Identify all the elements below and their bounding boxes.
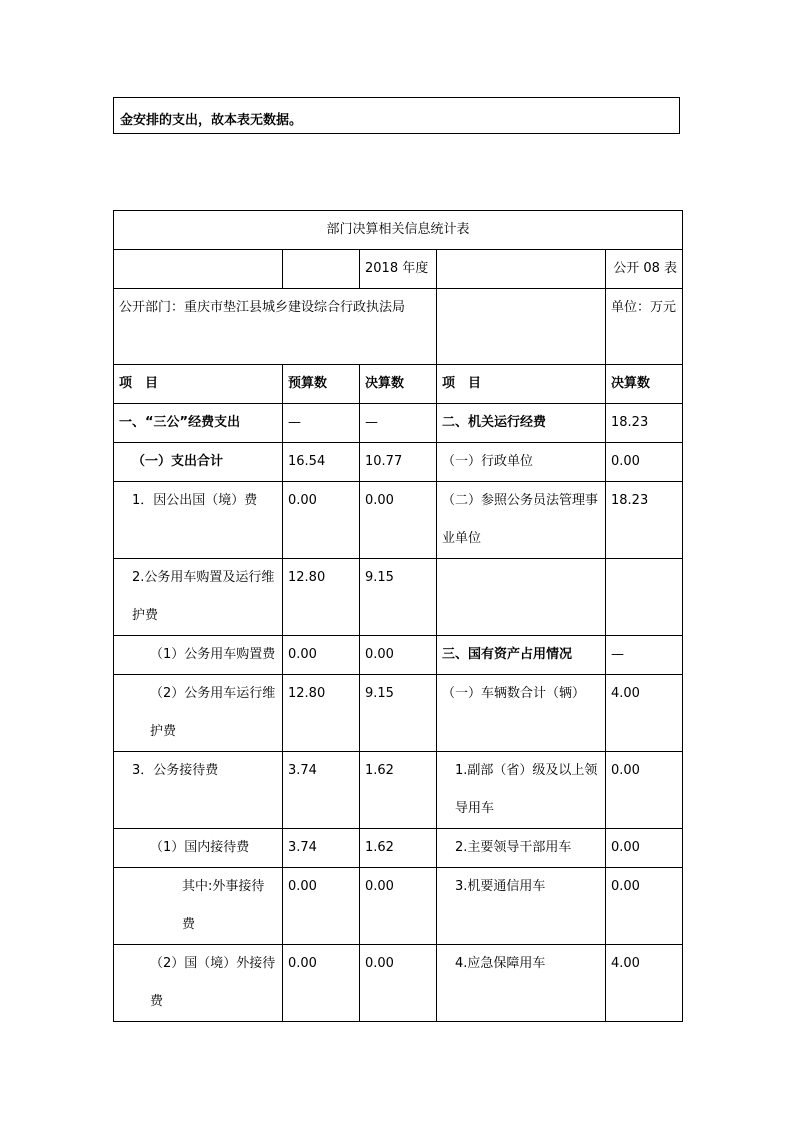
row-label: 1．因公出国（境）费: [114, 482, 283, 559]
row-label: 3．公务接待费: [114, 752, 283, 829]
table-row: [114, 829, 683, 868]
header-actual-right: 决算数: [606, 365, 683, 404]
row-right-value: 0.00: [606, 752, 683, 829]
row-budget: 0.00: [283, 868, 360, 945]
row-right-value: 0.00: [606, 443, 683, 482]
row-right-label: [437, 559, 606, 636]
row-budget: 12.80: [283, 559, 360, 636]
row-budget: —: [283, 404, 360, 443]
row-actual: —: [360, 404, 437, 443]
row-label: （1）国内接待费: [114, 829, 283, 868]
row-budget: 3.74: [283, 752, 360, 829]
row-right-label: 二、机关运行经费: [437, 404, 606, 443]
row-actual: 0.00: [360, 945, 437, 1022]
table-row: [114, 404, 683, 443]
row-actual: 10.77: [360, 443, 437, 482]
header-row: [114, 365, 683, 404]
row-actual: 1.62: [360, 829, 437, 868]
row-label: 一、“三公”经费支出: [114, 404, 283, 443]
title-row: [114, 211, 683, 250]
header-item-left: 项 目: [114, 365, 283, 404]
empty-cell: [437, 289, 606, 365]
row-label: 2.公务用车购置及运行维护费: [114, 559, 283, 636]
empty-cell: [437, 250, 606, 289]
row-actual: 1.62: [360, 752, 437, 829]
row-label: （2）公务用车运行维护费: [114, 675, 283, 752]
header-budget: 预算数: [283, 365, 360, 404]
row-label: （一）支出合计: [114, 443, 283, 482]
row-actual: 0.00: [360, 482, 437, 559]
row-right-label: 4.应急保障用车: [437, 945, 606, 1022]
dept-cell: 公开部门：重庆市垫江县城乡建设综合行政执法局: [114, 289, 437, 365]
table-no-cell: 公开 08 表: [606, 250, 683, 289]
row-budget: 0.00: [283, 636, 360, 675]
row-label: （1）公务用车购置费: [114, 636, 283, 675]
row-right-label: 1.副部（省）级及以上领导用车: [437, 752, 606, 829]
row-right-value: 4.00: [606, 945, 683, 1022]
row-actual: 9.15: [360, 675, 437, 752]
year-cell: 2018 年度: [360, 250, 437, 289]
row-right-label: （一）行政单位: [437, 443, 606, 482]
row-label: （2）国（境）外接待费: [114, 945, 283, 1022]
table-row: [114, 443, 683, 482]
row-budget: 12.80: [283, 675, 360, 752]
row-actual: 0.00: [360, 636, 437, 675]
row-right-value: 18.23: [606, 404, 683, 443]
header-item-right: 项 目: [437, 365, 606, 404]
table-row: [114, 675, 683, 752]
row-label: 其中:外事接待费: [114, 868, 283, 945]
table-row: [114, 752, 683, 829]
row-right-label: 三、国有资产占用情况: [437, 636, 606, 675]
row-right-label: （二）参照公务员法管理事业单位: [437, 482, 606, 559]
empty-cell: [114, 250, 283, 289]
row-budget: 3.74: [283, 829, 360, 868]
unit-cell: 单位：万元: [606, 289, 683, 365]
row-right-value: 0.00: [606, 829, 683, 868]
table-row: [114, 636, 683, 675]
row-budget: 0.00: [283, 945, 360, 1022]
row-right-value: —: [606, 636, 683, 675]
row-right-value: [606, 559, 683, 636]
table-row: [114, 559, 683, 636]
row-right-label: 2.主要领导干部用车: [437, 829, 606, 868]
row-actual: 9.15: [360, 559, 437, 636]
top-note-box: [113, 97, 680, 134]
table-row: [114, 482, 683, 559]
dept-row: [114, 289, 683, 365]
row-right-label: （一）车辆数合计（辆）: [437, 675, 606, 752]
row-actual: 0.00: [360, 868, 437, 945]
row-right-value: 4.00: [606, 675, 683, 752]
top-note: 金安排的支出，故本表无数据。: [120, 113, 303, 128]
row-budget: 16.54: [283, 443, 360, 482]
stats-table: [113, 210, 683, 1022]
table-title: 部门决算相关信息统计表: [114, 211, 683, 250]
row-right-label: 3.机要通信用车: [437, 868, 606, 945]
row-right-value: 0.00: [606, 868, 683, 945]
meta-row: [114, 250, 683, 289]
table-row: [114, 945, 683, 1022]
table-row: [114, 868, 683, 945]
row-budget: 0.00: [283, 482, 360, 559]
header-actual: 决算数: [360, 365, 437, 404]
row-right-value: 18.23: [606, 482, 683, 559]
empty-cell: [283, 250, 360, 289]
